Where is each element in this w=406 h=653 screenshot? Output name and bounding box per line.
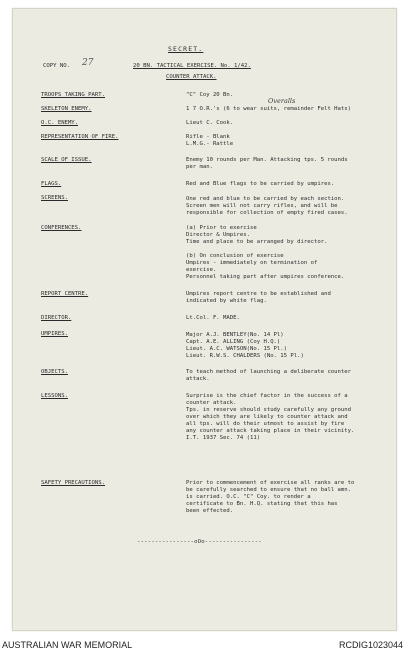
document-page [12, 8, 397, 631]
section-text-screens-1: One red and blue to be carried by each section. [186, 196, 345, 202]
exercise-title: 20 BN. TACTICAL EXERCISE. No. 1/42. [133, 63, 251, 69]
section-text-conf-2: Director & Umpires. [186, 232, 250, 238]
section-label-lessons: LESSONS. [41, 393, 68, 399]
section-label-umpires: UMPIRES. [41, 331, 68, 337]
section-text-umpire-2: Capt. A.E. ALLING (Coy H.Q.) [186, 339, 281, 345]
section-text-conf-6: Umpires - immediately on termination of [186, 260, 318, 266]
section-text-lessons-7: I.T. 1937 Sec. 74 (11) [186, 435, 261, 441]
copy-number-handwritten: 27 [82, 58, 94, 68]
exercise-subtitle: COUNTER ATTACK. [166, 74, 217, 80]
section-text-safety-4: certificate to Bn. H.Q. stating that this has [186, 501, 338, 507]
section-text-report-2: indicated by white flag. [186, 298, 267, 304]
section-text-conf-7: exercise. [186, 267, 217, 273]
section-text-safety-2: be carefully searched to ensure that no ball amn. [186, 487, 352, 493]
section-text-lessons-6: any counter attack taking place in their vicinity. [186, 428, 355, 434]
section-text-scale-1: Enemy 10 rounds per Man. Attacking tps. 5 rounds [186, 157, 348, 163]
section-text-safety-3: is carried. O.C. "C" Coy. to render a [186, 494, 311, 500]
section-text-fire-1: Rifle - Blank [186, 134, 230, 140]
section-text-lessons-5: all tps. will do their utmost to assist by fire [186, 421, 345, 427]
copy-number-label: COPY NO. [43, 63, 70, 69]
section-text-oc-enemy: Lieut C. Cook. [186, 120, 234, 126]
section-label-fire: REPRESENTATION OF FIRE. [41, 134, 119, 140]
section-text-director: Lt.Col. F. MADE. [186, 315, 240, 321]
section-label-screens: SCREENS. [41, 195, 68, 201]
section-label-flags: FLAGS. [41, 181, 62, 187]
section-text-screens-3: responsible for collection of empty fired cases. [186, 210, 348, 216]
section-text-lessons-1: Surprise is the chief factor in the success of a [186, 393, 348, 399]
section-label-skeleton-enemy: SKELETON ENEMY. [41, 106, 92, 112]
section-text-troops: "C" Coy 20 Bn. [186, 92, 234, 98]
closing-separator: ----------------oOo---------------- [137, 539, 262, 545]
section-label-report-centre: REPORT CENTRE. [41, 291, 89, 297]
section-text-lessons-2: counter attack. [186, 400, 237, 406]
section-text-lessons-3: Tps. in reserve should study carefully any ground [186, 407, 352, 413]
section-text-safety-5: been effected. [186, 508, 234, 514]
section-text-umpire-4: Lieut. R.W.S. CHALDERS (No. 15 Pl.) [186, 353, 304, 359]
section-label-scale: SCALE OF ISSUE. [41, 157, 92, 163]
section-text-objects-1: To teach method of launching a deliberate counter [186, 369, 352, 375]
section-text-conf-1: (a) Prior to exercise [186, 225, 257, 231]
section-text-umpire-1: Major A.J. BENTLEY(No. 14 Pl) [186, 332, 284, 338]
section-label-troops: TROOPS TAKING PART. [41, 92, 105, 98]
section-text-conf-3: Time and place to be arranged by director. [186, 239, 328, 245]
section-text-objects-2: attack. [186, 376, 210, 382]
section-text-lessons-4: over which they are likely to counter attack and [186, 414, 348, 420]
section-label-conferences: CONFERENCES. [41, 225, 82, 231]
section-text-scale-2: per man. [186, 164, 213, 170]
archive-footer [0, 637, 406, 653]
section-label-oc-enemy: O.C. ENEMY. [41, 120, 79, 126]
section-label-objects: OBJECTS. [41, 369, 68, 375]
section-text-conf-8: Personnel taking part after umpires conference. [186, 274, 345, 280]
section-text-flags: Red and Blue flags to be carried by umpires. [186, 181, 335, 187]
section-text-conf-5: (b) On conclusion of exercise [186, 253, 284, 259]
section-label-safety: SAFETY PRECAUTIONS. [41, 480, 105, 486]
section-text-umpire-3: Lieut. A.C. WATSON(No. 15 Pl.) [186, 346, 288, 352]
section-text-screens-2: Screen men will not carry rifles, and will be [186, 203, 338, 209]
section-label-director: DIRECTOR. [41, 315, 72, 321]
footer-institution: AUSTRALIAN WAR MEMORIAL [2, 640, 133, 650]
classification-heading: SECRET. [168, 45, 204, 53]
footer-record-id: RCDIG1023044 [338, 640, 403, 650]
section-text-fire-2: L.M.G.- Rattle [186, 141, 234, 147]
section-text-skeleton-enemy: 1 7 O.R.'s (6 to wear suits, remainder Felt Hats) [186, 106, 352, 112]
section-text-safety-1: Prior to commencement of exercise all ranks are to [186, 480, 355, 486]
section-text-report-1: Umpires report centre to be established and [186, 291, 331, 297]
handwritten-insert: Overalls [268, 97, 296, 105]
